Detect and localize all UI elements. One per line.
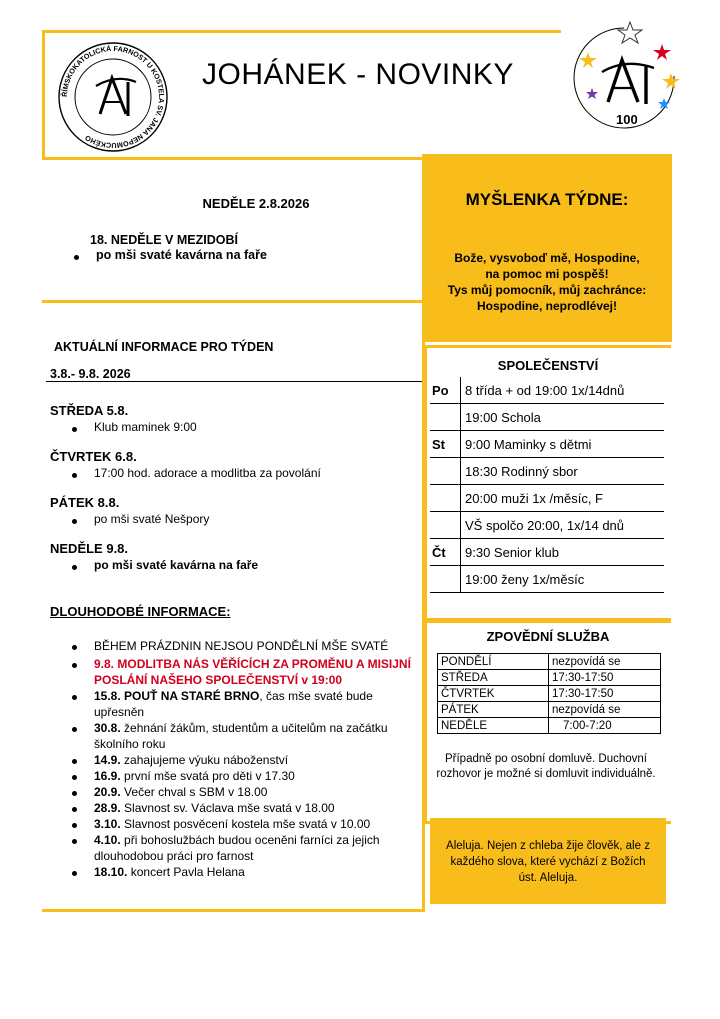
community-activity-cell: 8 třída + od 19:00 1x/14dnů (461, 377, 665, 404)
table-row (430, 512, 664, 539)
list-item: po mši svaté Nešpory (50, 512, 416, 526)
anniversary-number: 100 (616, 112, 638, 127)
star-icon (618, 22, 642, 43)
seal-text: ŘÍMSKOKATOLICKÁ FARNOST U KOSTELA SV. JANA NEPOMUCKÉHO (59, 43, 167, 151)
gospel-box (430, 818, 666, 904)
list-item: Klub maminek 9:00 (50, 420, 416, 434)
star-icon (579, 52, 597, 68)
confession-note: Případně po osobní domluvě. Duchovní rozhovor je možné si domluvit individuálně. (436, 753, 656, 780)
parish-seal-logo (56, 40, 170, 154)
day-heading: PÁTEK 8.8. (50, 495, 120, 510)
day-heading: ČTVRTEK 6.8. (50, 449, 137, 464)
thought-text: Bože, vysvoboď mě, Hospodine, na pomoc mi pospěš! Tys můj pomocník, můj zachránce: Hospodine, neprodlévej! (447, 251, 647, 313)
community-day-cell: St (430, 431, 461, 458)
community-activity-cell: 20:00 muži 1x /měsíc, F (461, 485, 665, 512)
svg-text:ŘÍMSKOKATOLICKÁ FARNOST U KOST (60, 44, 166, 150)
thought-title: MYŠLENKA TÝDNE: (465, 190, 629, 209)
confession-day-cell: STŘEDA (438, 670, 549, 686)
confession-title: ZPOVĚDNÍ SLUŽBA (486, 629, 610, 644)
community-day-cell (430, 512, 461, 539)
community-activity-cell: 18:30 Rodinný sbor (461, 458, 665, 485)
list-item: po mši svaté kavárna na faře (50, 558, 416, 572)
list-item: 9.8. MODLITBA NÁS VĚŘÍCÍCH ZA PROMĚNU A MISIJNÍ POSLÁNÍ NAŠEHO SPOLEČENSTVÍ v 19:00 (50, 656, 414, 688)
gospel-text: Aleluja. Nejen z chleba žije člověk, ale z každého slova, které vychází z Božích úst. Aleluja. (446, 840, 650, 884)
table-row (438, 654, 661, 670)
list-item: 4.10. při bohoslužbách budou oceněni farníci za jejich dlouhodobou práci pro farnost (50, 832, 414, 864)
longterm-list (50, 638, 414, 880)
star-icon (653, 44, 671, 60)
confession-day-cell: ČTVRTEK (438, 686, 549, 702)
sunday-list (52, 248, 372, 262)
table-row (430, 485, 664, 512)
day-heading: STŘEDA 5.8. (50, 403, 129, 418)
sunday-name: 18. NEDĚLE V MEZIDOBÍ (90, 233, 238, 247)
list-item: 28.9. Slavnost sv. Václava mše svatá v 18.00 (50, 800, 414, 816)
list-item: 3.10. Slavnost posvěcení kostela mše svatá v 10.00 (50, 816, 414, 832)
table-row (438, 718, 661, 734)
thought-box (422, 154, 672, 342)
week-title: AKTUÁLNÍ INFORMACE PRO TÝDEN (54, 340, 274, 354)
sunday-date: NEDĚLE 2.8.2026 (202, 196, 310, 211)
community-title: SPOLEČENSTVÍ (497, 358, 599, 373)
confession-day-cell: PONDĚLÍ (438, 654, 549, 670)
star-icon (586, 88, 598, 99)
community-day-cell (430, 566, 461, 593)
community-activity-cell: 9:30 Senior klub (461, 539, 665, 566)
confession-time-cell: 17:30-17:50 (549, 670, 661, 686)
week-range: 3.8.- 9.8. 2026 (50, 367, 131, 381)
list-item: 16.9. první mše svatá pro děti v 17.30 (50, 768, 414, 784)
list-item: 20.9. Večer chval s SBM v 18.00 (50, 784, 414, 800)
community-activity-cell: VŠ spolčo 20:00, 1x/14 dnů (461, 512, 665, 539)
confession-day-cell: NEDĚLE (438, 718, 549, 734)
table-row (438, 686, 661, 702)
day-heading: NEDĚLE 9.8. (50, 541, 129, 556)
community-table (430, 377, 664, 593)
community-day-cell (430, 404, 461, 431)
table-row (430, 458, 664, 485)
page-title: JOHÁNEK - NOVINKY (202, 58, 514, 91)
table-row (438, 702, 661, 718)
table-row (430, 431, 664, 458)
table-row (430, 404, 664, 431)
list-item: po mši svaté kavárna na faře (52, 248, 372, 262)
longterm-title: DLOUHODOBÉ INFORMACE: (50, 604, 231, 619)
community-day-cell (430, 485, 461, 512)
list-item: BĚHEM PRÁZDNIN NEJSOU PONDĚLNÍ MŠE SVATÉ (50, 638, 414, 654)
community-day-cell: Čt (430, 539, 461, 566)
list-item: 18.10. koncert Pavla Helana (50, 864, 414, 880)
community-day-cell: Po (430, 377, 461, 404)
list-item: 30.8. žehnání žákům, studentům a učitelům na začátku školního roku (50, 720, 414, 752)
confession-day-cell: PÁTEK (438, 702, 549, 718)
confession-time-cell: 17:30-17:50 (549, 686, 661, 702)
confession-time-cell: 7:00-7:20 (549, 718, 661, 734)
week-days (50, 403, 416, 572)
star-icon (662, 73, 680, 89)
list-item: 15.8. POUŤ NA STARÉ BRNO, čas mše svaté bude upřesněn (50, 688, 414, 720)
community-activity-cell: 9:00 Maminky s dětmi (461, 431, 665, 458)
community-day-cell (430, 458, 461, 485)
week-divider (46, 381, 422, 382)
anniversary-logo (572, 18, 690, 136)
community-activity-cell: 19:00 Schola (461, 404, 665, 431)
table-row (430, 539, 664, 566)
confession-time-cell: nezpovídá se (549, 654, 661, 670)
confession-table (437, 653, 661, 734)
table-row (430, 377, 664, 404)
community-activity-cell: 19:00 ženy 1x/měsíc (461, 566, 665, 593)
table-row (430, 566, 664, 593)
list-item: 17:00 hod. adorace a modlitba za povolání (50, 466, 416, 480)
list-item: 14.9. zahajujeme výuku náboženství (50, 752, 414, 768)
table-row (438, 670, 661, 686)
confession-time-cell: nezpovídá se (549, 702, 661, 718)
